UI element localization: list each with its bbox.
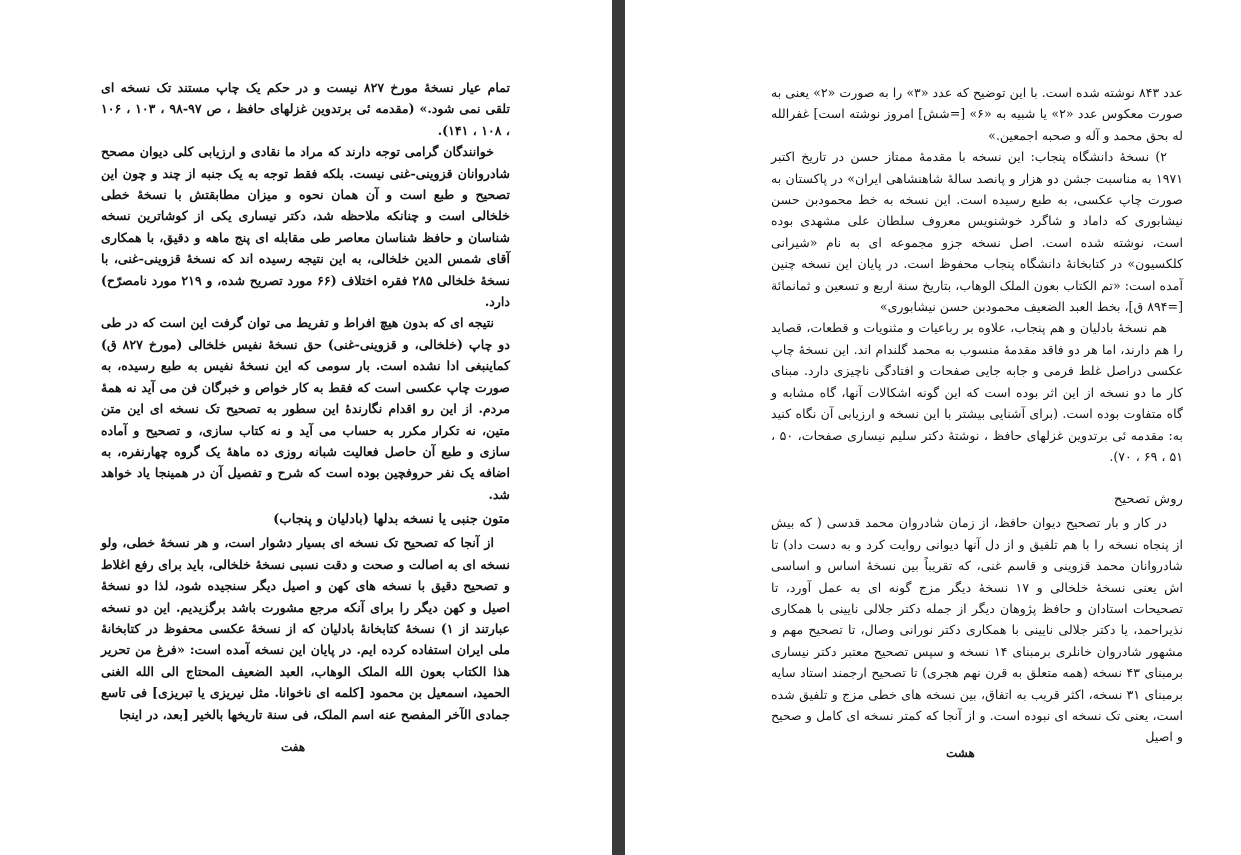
book-gutter: [612, 0, 625, 855]
right-page-section: [771, 489, 1183, 748]
page-number: هشت: [946, 746, 975, 760]
paragraph: از آنجا که تصحیح تک نسخه ای بسیار دشوار است، و هر نسخهٔ خطی، ولو نسخه ای به اصالت و صحت و دقت نسبی نسخهٔ خلخالی، باید برای رفع اغلاط و تصحیح دقیق با نسخه های کهن و اصیل دیگر سنجیده شود، لذا دو نسخهٔ اصیل و کهن دیگر را برای آنکه مرجع مشورت باشد برگزیدیم. این دو نسخه عبارتند از ۱) نسخهٔ کتابخانهٔ بادلیان که از نسخهٔ عکسی محفوظ در کتابخانهٔ ملی ایران استفاده کرده ایم. در پایان این نسخه آمده است: «فرغ من تحریر هذا الکتاب بعون الله الملک الوهاب، العبد الضعیف المحتاج الی الله الغنی الحمید، اسمعیل بن محمود [کلمه ای ناخوانا. مثل نیریزی یا تبریزی] فی تاسع جمادی الآخر المفصح عنه اسم الملک، فی سنة تاریخها بالخیر [بعد، در اینجا: [101, 535, 511, 722]
section-heading: متون جنبی یا نسخه بدلها (بادلیان و پنجاب): [273, 512, 510, 527]
page-number: هفت: [281, 740, 306, 754]
left-page-main-text: [101, 77, 510, 505]
paragraph: ۲) نسخهٔ دانشگاه پنجاب: این نسخه با مقدمهٔ ممتاز حسن در تاریخ اکتبر ۱۹۷۱ به مناسبت جشن دو هزار و پانصد سالهٔ شاهنشاهی ایران» در پاکستان به صورت چاپ عکسی، به طبع رسیده است. این نسخه به خط محمودبن حسن نیشابوری که داماد و شاگرد خوشنویس معروف سلطان علی مشهدی بوده است، نوشته شده است. اصل نسخه جزو مجموعه ای به نام «شیرانی کلکسیون» در کتابخانهٔ دانشگاه پنجاب محفوظ است. در پایان این نسخه چنین آمده است: «تم الکتاب بعون الملک الوهاب، بتاریخ سنة اربع و تسعین و ثمانمائة [=۸۹۴ ق]، بخط العبد الضعیف محمودبن حسن نیشابوری»: [771, 149, 1183, 315]
right-page-main-text: [771, 82, 1183, 467]
paragraph: هم نسخهٔ بادلیان و هم پنجاب، علاوه بر رباعیات و مثنویات و قطعات، قصاید را هم دارند، اما هر دو فاقد مقدمهٔ منسوب به محمد گلندام اند. این نسخهٔ چاپ عکسی دراصل غلط فرمی و جابه جایی صفحات و افتادگی ناچیزی دارد. مبنای کار ما دو نسخه از این اثر بوده است که این گونه اشکالات آنها، گاه مشابه و گاه متفاوت بوده است. (برای آشنایی بیشتر با این نسخه و ارزیابی آن نگاه کنید به: مقدمه ئی برتدوین غزلهای حافظ ، نوشتهٔ دکتر سلیم نیساری صفحات، ۵۰ ، ۵۱ ، ۶۹ ، ۷۰).: [771, 320, 1183, 464]
left-page: [0, 0, 612, 855]
paragraph: در کار و بار تصحیح دیوان حافظ، از زمان شادروان محمد قدسی ( که بیش از پنجاه نسخه را با هم تلفیق و از دل آنها دیوانی روایت کرد و به دست داد) تا شادروانان محمد قزوینی و قاسم غنی، که تقریباً بین نسخهٔ اساس و اساسی اش یعنی نسخهٔ خلخالی و ۱۷ نسخهٔ دیگر مزج گونه ای به عمل آورد، تا تصحیحات استادان و حافظ پژوهان دیگر از جمله دکتر جلالی نایینی با همکاری نذیراحمد، یا دکتر جلالی نایینی با همکاری دکتر نورانی وصال، تا تصحیح مهم و مشهور شادروان خانلری برمبنای ۱۴ نسخه و سپس تصحیح معتبر دکتر نیساری برمبنای ۴۳ نسخه (همه متعلق به قرن نهم هجری) تا تصحیح ارجمند استاد سایه برمبنای ۳۱ نسخه، اکثر قریب به اتفاق، بین نسخه های خطی مزج و تلفیق شده است، یعنی تک نسخه ای نبوده است. و از آنجا که کمتر نسخه ای کامل و صحیح و اصیل: [771, 515, 1184, 745]
paragraph: تمام عیار نسخهٔ مورخ ۸۲۷ نیست و در حکم یک چاپ مستند تک نسخه ای تلقی نمی شود.» (مقدمه ئی برتدوین غزلهای حافظ ، ص ۹۷-۹۸ ، ۱۰۳ ، ۱۰۶ ، ۱۰۸ ، ۱۴۱).: [101, 80, 510, 138]
section-heading: روش تصحیح: [1113, 492, 1183, 507]
paragraph: نتیجه ای که بدون هیچ افراط و تفریط می توان گرفت این است که در طی دو چاپ (خلخالی، و قزوینی-غنی) حق نسخهٔ نفیس خلخالی (مورخ ۸۲۷ ق) کماینبغی ادا نشده است. بار سومی که این نسخهٔ نفیس به طبع رسیده، به صورت چاپ عکسی است که فقط به کار خواص و خبرگان فن می آید نه همهٔ مردم. از این رو اقدام نگارندهٔ این سطور به تصحیح تک نسخه ای این متن متین، نه تکرار مکرر به حساب می آید و نه کتاب سازی، و تصحیح و آماده سازی و طبع آن حاصل فعالیت شبانه روزی ده ماههٔ یک گروه چهارنفره، به اضافه یک نفر حروفچین بوده است که شرح و تفصیل آن در همینجا یاد خواهد شد.: [101, 315, 510, 502]
paragraph: عدد ۸۴۳ نوشته شده است. با این توضیح که عدد «۳» را به صورت «۲» یعنی به صورت معکوس عدد «۲» یا شبیه به «۶» [=شش] امروز نوشته است] غفرالله له بحق محمد و آله و صحبه اجمعین.»: [771, 85, 1183, 143]
left-page-section: [101, 509, 510, 725]
paragraph: خوانندگان گرامی توجه دارند که مراد ما نقادی و ارزیابی کلی دیوان مصحح شادروانان قزوینی-غنی نیست. بلکه فقط توجه به یک جنبه از چند و چون این تصحیح و طبع است و آن همان نحوه و میزان مطابقتش با نسخهٔ خطی خلخالی است و چنانکه ملاحظه شد، دکتر نیساری یکی از کوشاترین نسخه شناسان و حافظ شناسان معاصر طی مقابله ای پنج ماهه و دقیق، با همکاری آقای شمس الدین خلخالی، به این نتیجه رسیده اند که نسخهٔ قزوینی-غنی، با نسخهٔ خلخالی ۲۸۵ فقره اختلاف (۶۶ مورد تصریح شده، و ۲۱۹ مورد نامصرّح) دارد.: [101, 144, 510, 310]
right-page: [625, 0, 1241, 855]
